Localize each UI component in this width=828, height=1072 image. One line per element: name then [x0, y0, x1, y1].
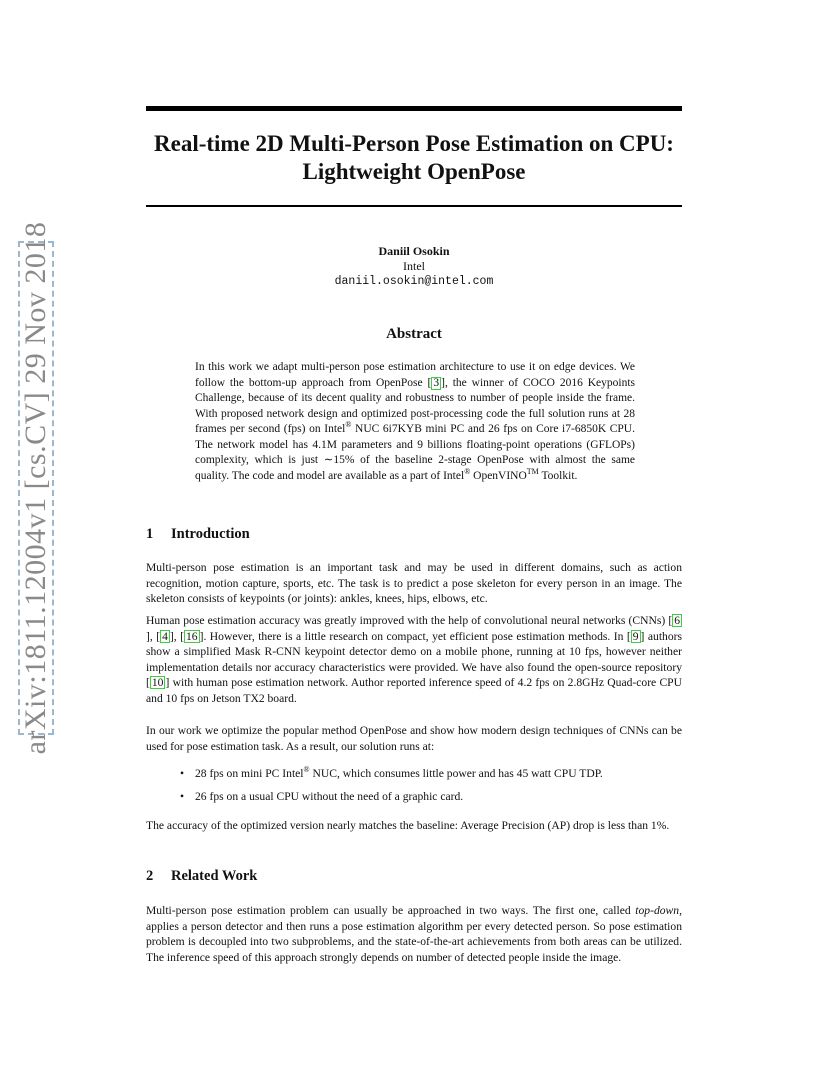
- abstract-text: NUC 6i7KYB mini PC and 26 fps on Core i7-6850K CPU. The network model has 4.1M parameters and 9 billions floating-point operations (GFLOPs) complexity, which is just ∼15% of the baseline 2-stage OpenPose with almost the same quality. The code and model are available as a part of Intel: [195, 423, 635, 482]
- title-line-2: Lightweight OpenPose: [302, 159, 526, 184]
- registered-mark: ®: [303, 765, 310, 775]
- paragraph-text: ] with human pose estimation network. Author reported inference speed of 4.2 fps on 2.8GHz Quad-core CPU and 10 fps on Jetson TX2 board.: [146, 676, 682, 705]
- paragraph-text: ] authors show a simplified Mask R-CNN keypoint detector demo on a mobile phone, running at 10 fps, however neither implementation details nor accuracy characteristics were provided. We have also found the open-source repository [: [146, 629, 683, 689]
- title-rule-bottom: [146, 205, 682, 207]
- citation-link[interactable]: 6: [674, 614, 680, 627]
- intro-paragraph-2: [146, 613, 682, 706]
- citation-link[interactable]: 16: [185, 629, 198, 643]
- paragraph-text: ]. However, there is a little research on compact, yet efficient pose estimation methods. In [: [199, 629, 631, 643]
- arxiv-stamp: arXiv:1811.12004v1 [cs.CV] 29 Nov 2018: [19, 221, 52, 755]
- abstract-body: [195, 360, 635, 484]
- abstract-heading: Abstract: [386, 326, 442, 342]
- citation-link[interactable]: 10: [151, 676, 164, 689]
- intro-paragraph-4: The accuracy of the optimized version nearly matches the baseline: Average Precision (AP) drop is less than 1%.: [146, 819, 670, 832]
- abstract-text: ], the winner of COCO 2016 Keypoints Challenge, because of its decent quality and robustness to number of people inside the frame. With proposed network design and optimized post-processing code the full solution runs at 28 frames per second (fps) on Intel: [195, 376, 636, 435]
- citation-link[interactable]: 3: [433, 376, 440, 389]
- abstract-text: In this work we adapt multi-person pose estimation architecture to use it on edge devices. We follow the bottom-up approach from OpenPose [: [195, 361, 635, 389]
- paragraph-text: ], [: [146, 629, 161, 643]
- intro-paragraph-3: In our work we optimize the popular method OpenPose and show how modern design techniques of CNNs can be used for pose estimation task. As a result, our solution runs at:: [146, 724, 682, 753]
- abstract-text: Toolkit.: [538, 469, 578, 482]
- registered-mark: ®: [345, 420, 352, 430]
- paragraph-text: Human pose estimation accuracy was greatly improved with the help of convolutional neural networks (CNNs) [: [146, 614, 673, 627]
- paragraph-text: Multi-person pose estimation problem can usually be approached in two ways. The first one, called: [146, 904, 636, 917]
- registered-mark: ®: [464, 466, 471, 476]
- author-email[interactable]: daniil.osokin@intel.com: [334, 275, 494, 288]
- citation-link[interactable]: 4: [162, 629, 168, 643]
- paragraph-text: , applies a person detector and then runs a pose estimation algorithm per every detected person. So pose estimation problem is decoupled into two subproblems, and the state-of-the-art achievements from both areas can be utilized. The inference speed of this approach strongly depends on number of detected people inside the image.: [146, 904, 682, 964]
- list-item-text: 28 fps on mini PC Intel: [195, 767, 304, 780]
- title-line-1: Real-time 2D Multi-Person Pose Estimation on CPU:: [154, 131, 674, 156]
- section-number: 1: [146, 526, 154, 542]
- author-affiliation: Intel: [403, 259, 425, 273]
- section-number: 2: [146, 868, 154, 884]
- citation-link[interactable]: 9: [632, 629, 639, 643]
- list-item: [180, 766, 680, 782]
- list-item: • 26 fps on a usual CPU without the need of a graphic card.: [180, 789, 680, 805]
- list-item-text: NUC, which consumes little power and has 45 watt CPU TDP.: [309, 767, 603, 780]
- paragraph-text: ], [: [169, 629, 184, 643]
- fps-bullet-list: [180, 766, 680, 811]
- related-work-paragraph-1: [146, 903, 682, 965]
- paper-title: [146, 130, 682, 186]
- author-name: Daniil Osokin: [378, 244, 450, 258]
- trademark-mark: TM: [526, 466, 539, 476]
- author-block: [146, 244, 682, 289]
- section-heading-related-work: [146, 868, 257, 885]
- title-rule-top: [146, 106, 682, 111]
- emphasis-text: top-down: [635, 904, 680, 917]
- section-title: Introduction: [171, 526, 250, 542]
- section-title: Related Work: [171, 868, 258, 884]
- section-heading-introduction: [146, 526, 250, 543]
- intro-paragraph-1: Multi-person pose estimation is an important task and may be used in different domains, such as action recognition, motion capture, sports, etc. The task is to predict a pose skeleton for every person in an image. The skeleton consists of keypoints (or joints): ankles, knees, hips, elbows, etc.: [146, 561, 682, 605]
- abstract-text: OpenVINO: [470, 469, 527, 482]
